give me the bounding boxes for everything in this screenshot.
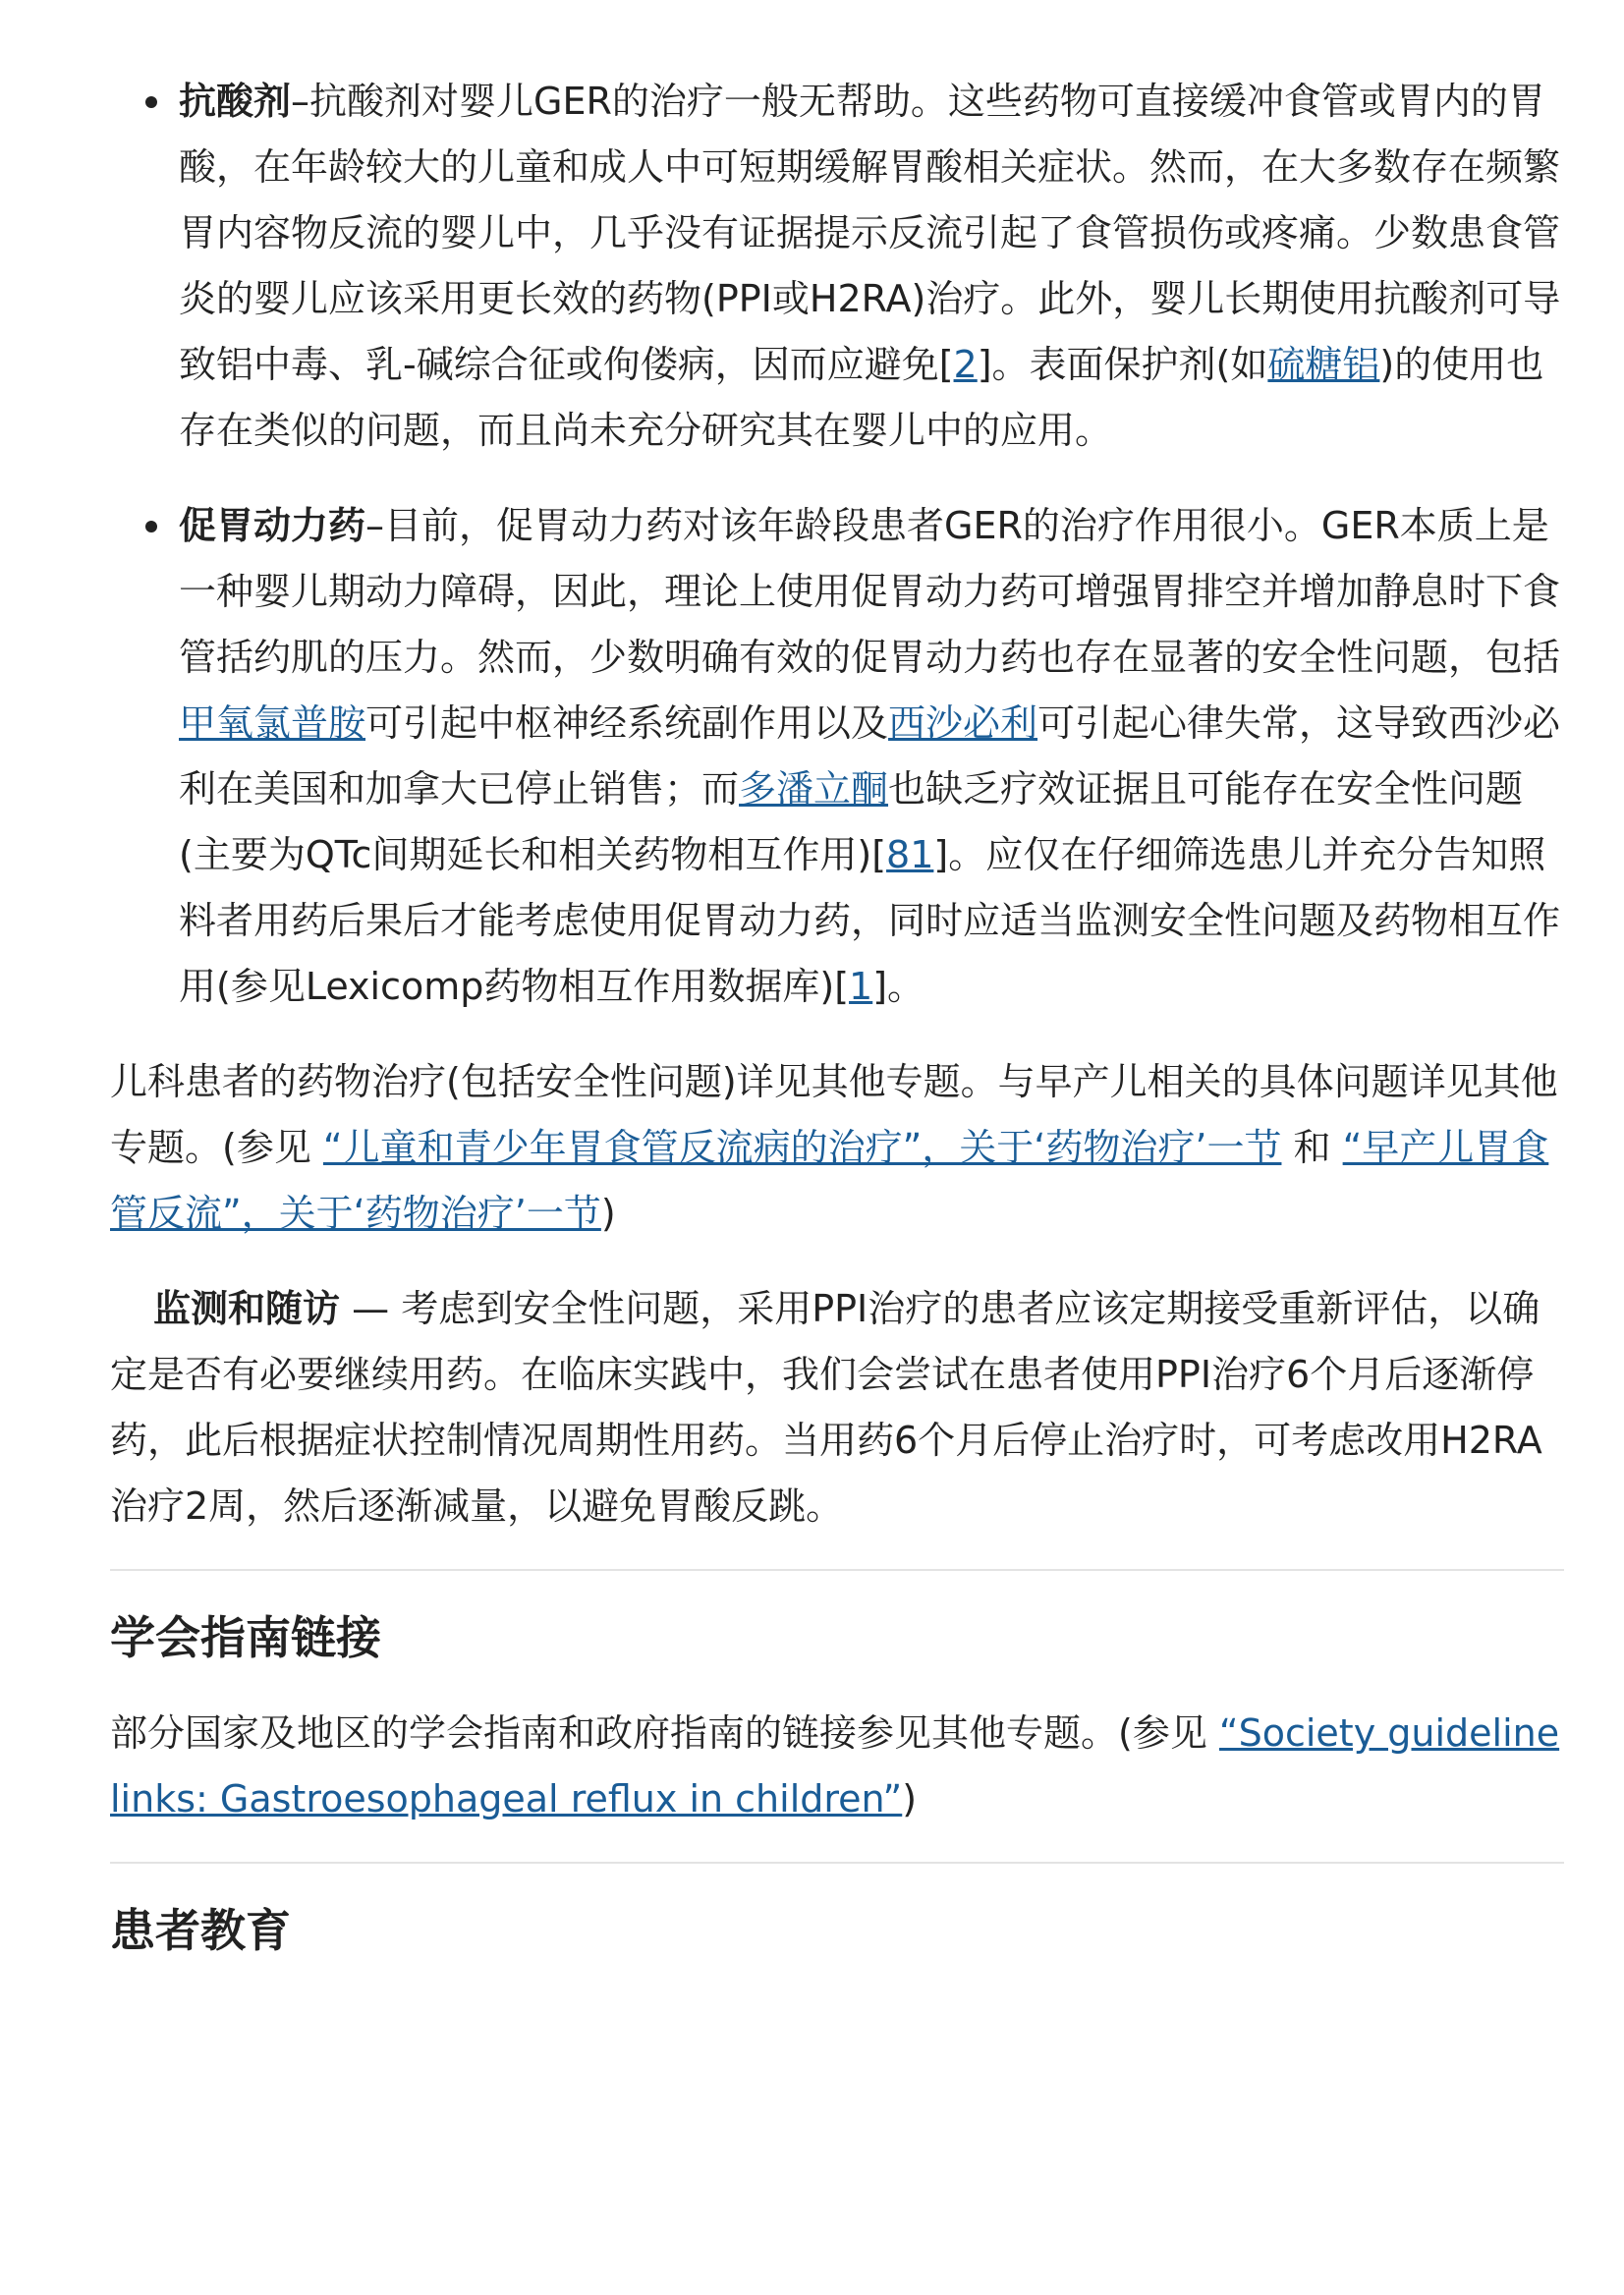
paragraph-text: 儿科患者的药物治疗(包括安全性问题)详见其他专题。与早产儿相关的具体问题详见其他专题。(参见 [110, 1060, 1558, 1169]
reference-link-2[interactable]: 2 [953, 343, 978, 386]
bullet-separator: – [291, 80, 310, 123]
bullet-dot-icon [145, 96, 157, 108]
drug-link-domperidone[interactable]: 多潘立酮 [739, 767, 889, 811]
monitoring-paragraph [110, 1276, 1564, 1539]
monitoring-dash: — [340, 1287, 402, 1330]
paragraph-text: ) [600, 1192, 616, 1235]
drug-link-metoclopramide[interactable]: 甲氧氯普胺 [179, 701, 366, 745]
section-divider [110, 1862, 1564, 1864]
topic-link-gerd-children[interactable]: “儿童和青少年胃食管反流病的治疗”，关于‘药物治疗’一节 [322, 1126, 1282, 1169]
bullet-prokinetics [110, 493, 1564, 1020]
paragraph-text: 部分国家及地区的学会指南和政府指南的链接参见其他专题。(参见 [110, 1711, 1219, 1755]
bullet-text: 可引起心律失常，这导致西沙必利在美国和加拿大已停止销售；而 [179, 701, 1561, 811]
bullet-text: 可引起中枢神经系统副作用以及 [365, 701, 889, 745]
bullet-text: ]。应仅在仔细筛选患儿并充分告知照料者用药后果后才能考虑使用促胃动力药，同时应适当监测安全性问题及药物相互作用(参见Lexicomp药物相互作用数据库)[ [179, 833, 1561, 1008]
bullet-antacids [110, 69, 1564, 464]
paragraph-text: ) [902, 1777, 918, 1820]
bullet-text: 也缺乏疗效证据且可能存在安全性问题(主要为QTc间期延长和相关药物相互作用)[ [179, 767, 1524, 876]
guidelines-paragraph [110, 1701, 1564, 1832]
paragraph-text: 和 [1281, 1126, 1343, 1169]
bullet-separator: – [365, 504, 385, 547]
monitoring-text: 考虑到安全性问题，采用PPI治疗的患者应该定期接受重新评估，以确定是否有必要继续用药。在临床实践中，我们会尝试在患者使用PPI治疗6个月后逐渐停药，此后根据症状控制情况周期性用药。当用药6个月后停止治疗时，可考虑改用H2RA治疗2周，然后逐渐减量，以避免胃酸反跳。 [110, 1287, 1542, 1528]
monitoring-heading: 监测和随访 [153, 1287, 341, 1330]
bullet-text: 抗酸剂对婴儿GER的治疗一般无帮助。这些药物可直接缓冲食管或胃内的胃酸，在年龄较大的儿童和成人中可短期缓解胃酸相关症状。然而，在大多数存在频繁胃内容物反流的婴儿中，几乎没有证据提示反流引起了食管损伤或疼痛。少数患食管炎的婴儿应该采用更长效的药物(PPI或H2RA)治疗。此外，婴儿长期使用抗酸剂可导致铝中毒、乳-碱综合征或佝偻病，因而应避免[ [179, 80, 1561, 386]
bullet-text: ]。 [872, 965, 925, 1008]
drug-link-cisapride[interactable]: 西沙必利 [888, 701, 1038, 745]
bullet-text: )的使用也存在类似的问题，而且尚未充分研究其在婴儿中的应用。 [179, 343, 1544, 452]
pediatric-drug-paragraph [110, 1049, 1564, 1247]
bullet-dot-icon [145, 521, 157, 532]
section-title-guidelines: 学会指南链接 [110, 1611, 381, 1664]
topic-link-preterm-reflux[interactable]: “早产儿胃食管反流”，关于‘药物治疗’一节 [110, 1126, 1549, 1235]
topic-link-society-guidelines[interactable]: “Society guideline links: Gastroesophageal reflux in children” [110, 1711, 1560, 1820]
section-divider [110, 1569, 1564, 1571]
drug-link-sucralfate[interactable]: 硫糖铝 [1267, 343, 1380, 386]
reference-link-1[interactable]: 1 [849, 965, 873, 1008]
bullet-term: 促胃动力药 [179, 504, 366, 547]
bullet-text: ]。表面保护剂(如 [977, 343, 1268, 386]
section-title-patient-education: 患者教育 [110, 1904, 291, 1957]
bullet-text: 目前，促胃动力药对该年龄段患者GER的治疗作用很小。GER本质上是一种婴儿期动力障碍，因此，理论上使用促胃动力药可增强胃排空并增加静息时下食管括约肌的压力。然而，少数明确有效的促胃动力药也存在显著的安全性问题，包括 [179, 504, 1561, 679]
article-content [110, 69, 1564, 1993]
drug-bullet-list [110, 69, 1564, 1020]
bullet-term: 抗酸剂 [179, 80, 292, 123]
reference-link-81[interactable]: 81 [886, 833, 934, 876]
